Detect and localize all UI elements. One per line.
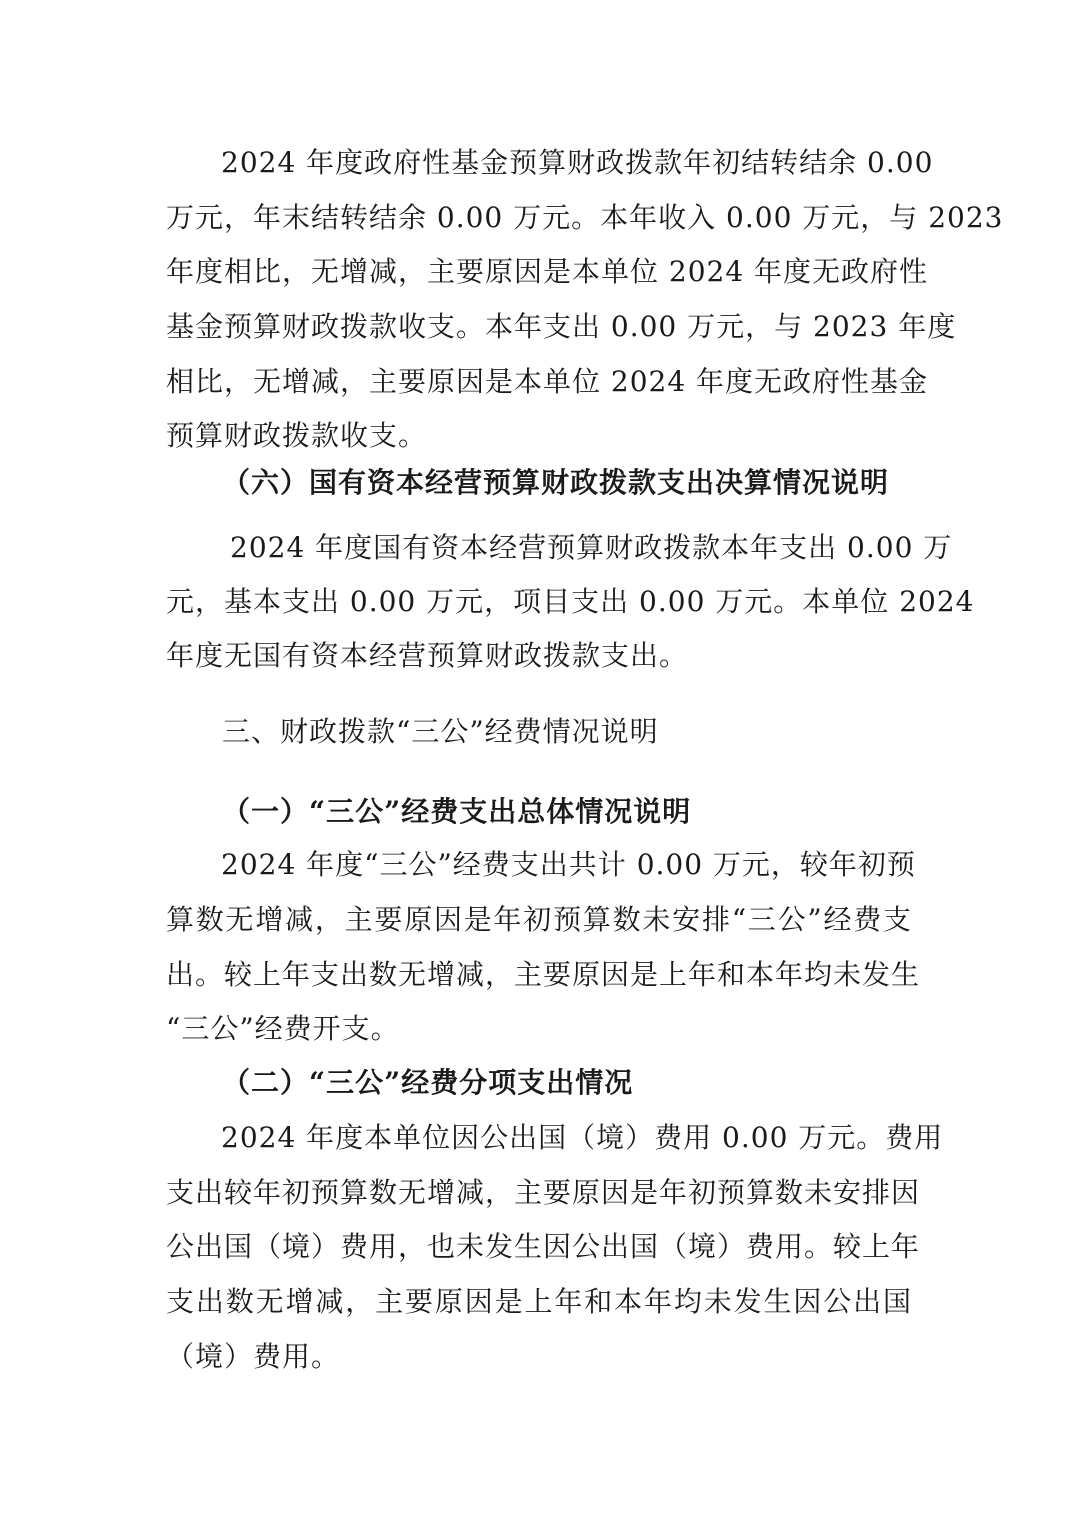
section-heading: （一）“三公”经费支出总体情况说明	[222, 795, 692, 828]
paragraph-line: 万元，年末结转结余 0.00 万元。本年收入 0.00 万元，与 2023	[166, 201, 1004, 234]
section-title: 三、财政拨款“三公”经费情况说明	[222, 715, 659, 748]
paragraph-line: 算数无增减，主要原因是年初预算数未安排“三公”经费支	[166, 903, 912, 936]
paragraph-line: 基金预算财政拨款收支。本年支出 0.00 万元，与 2023 年度	[166, 310, 957, 343]
paragraph-line: 相比，无增减，主要原因是本单位 2024 年度无政府性基金	[166, 365, 929, 398]
paragraph-line: （境）费用。	[166, 1340, 341, 1373]
paragraph-line: 公出国（境）费用，也未发生因公出国（境）费用。较上年	[166, 1230, 921, 1263]
paragraph-line: 支出数无增减，主要原因是上年和本年均未发生因公出国	[166, 1285, 912, 1318]
paragraph-line: 2024 年度本单位因公出国（境）费用 0.00 万元。费用	[221, 1121, 944, 1154]
paragraph-line: 年度相比，无增减，主要原因是本单位 2024 年度无政府性	[166, 255, 929, 288]
paragraph-line: 支出较年初预算数无增减，主要原因是年初预算数未安排因	[166, 1176, 921, 1209]
paragraph-line: 2024 年度国有资本经营预算财政拨款本年支出 0.00 万	[230, 531, 953, 564]
paragraph-line: 元，基本支出 0.00 万元，项目支出 0.00 万元。本单位 2024	[166, 585, 975, 618]
paragraph-line: 2024 年度政府性基金预算财政拨款年初结转结余 0.00	[221, 146, 934, 179]
paragraph-line: 预算财政拨款收支。	[166, 419, 428, 452]
paragraph-line: “三公”经费开支。	[166, 1012, 400, 1045]
paragraph-line: 2024 年度“三公”经费支出共计 0.00 万元，较年初预	[221, 848, 916, 881]
paragraph-line: 出。较上年支出数无增减，主要原因是上年和本年均未发生	[166, 958, 921, 991]
section-heading: （二）“三公”经费分项支出情况	[222, 1066, 634, 1099]
paragraph-line: 年度无国有资本经营预算财政拨款支出。	[166, 639, 689, 672]
section-heading: （六）国有资本经营预算财政拨款支出决算情况说明	[222, 466, 890, 499]
